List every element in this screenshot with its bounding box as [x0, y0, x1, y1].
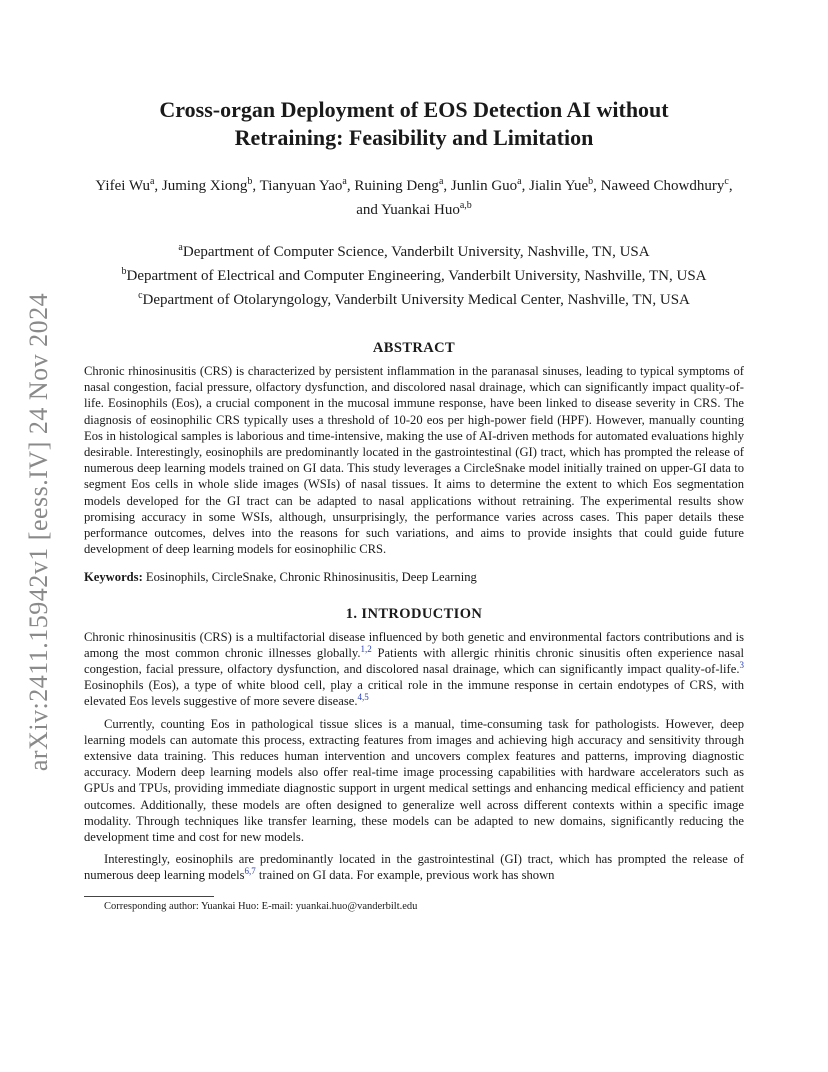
citation-link[interactable]: 1,2	[360, 643, 372, 654]
introduction-heading: 1. INTRODUCTION	[345, 605, 483, 622]
abstract-heading: ABSTRACT	[372, 340, 456, 356]
citation-link[interactable]: 6,7	[244, 866, 256, 877]
keywords-label: Keywords:	[84, 570, 143, 585]
author: Yuankai Huo$^{a,b}$	[381, 200, 472, 218]
affiliation: $^b$Department of Electrical and Computer Engineering, Vanderbilt University, Nashville, TN, USA	[121, 266, 707, 284]
intro-paragraph-2: Currently, counting Eos in pathological tissue slices is a manual, time-consuming task for pathologists. However, deep learning models can automate this process, extracting features from images and achieving high accuracy and sensitivity through extensive data training. This reduces human intervention and uncovers complex features and patterns, improving diagnostic accuracy. Modern deep learning models also offer real-time image processing capabilities with hardware accelerators such as GPUs and TPUs, providing immediate diagnostic support in urgent medical settings and enhancing medical efficiency and patient outcomes. Additionally, these models are often designed to generalize well across different contexts within a specific image modality. Through techniques like transfer learning, these models can be adapted to new domains, significantly reducing the development time and cost for new models.	[84, 716, 744, 845]
author: Naweed Chowdhury$^c$	[600, 176, 729, 194]
author: Yifei Wu$^a$	[95, 176, 155, 194]
corresponding-author-footnote: Corresponding author: Yuankai Huo: E-mail: yuankai.huo@vanderbilt.edu	[104, 900, 418, 912]
affiliation: $^c$Department of Otolaryngology, Vanderbilt University Medical Center, Nashville, TN, USA	[138, 290, 690, 308]
abstract-body: Chronic rhinosinusitis (CRS) is characterized by persistent inflammation in the paranasal sinuses, leading to typical symptoms of nasal congestion, facial pressure, olfactory dysfunction, and discolored nasal drainage, which can significantly impact quality-of-life. Eosinophils (Eos), a crucial component in the mucosal immune response, have been linked to disease severity in CRS. The diagnosis of eosinophilic CRS typically uses a threshold of 10-20 eos per high-power field (HPF). However, manually counting Eos in histological samples is laborious and time-intensive, making the use of AI-driven methods for automated evaluations highly desirable. Interestingly, eosinophils are predominantly located in the gastrointestinal (GI) tract, which has prompted the release of numerous deep learning models trained on GI data. This study leverages a CircleSnake model initially trained on upper-GI data to segment Eos cells in whole slide images (WSIs) of nasal tissues. It aims to determine the extent to which Eos segmentation models developed for the GI tract can be adapted to nasal applications without retraining. The experimental results show promising accuracy in some WSIs, although, unsurprisingly, the performance varies across cases. This paper details these performance outcomes, delves into the reasons for such variations, and aims to provide insights that could guide future development of deep learning models for eosinophilic CRS.	[84, 364, 744, 557]
author: Junlin Guo$^a$	[450, 176, 522, 194]
arxiv-identifier: arXiv:2411.15942v1 [eess.IV] 24 Nov 2024	[24, 292, 53, 772]
author: Ruining Deng$^a$	[354, 176, 444, 194]
footnote-divider	[84, 896, 214, 897]
paper-page	[84, 96, 744, 914]
intro-paragraph-3: Interestingly, eosinophils are predominantly located in the gastrointestinal (GI) tract, which has prompted the release of numerous deep learning models$^{6,7}$ trained on GI data. For example, previous work has shown	[84, 852, 744, 883]
author: Jialin Yue$^b$	[529, 176, 594, 194]
author-list: Yifei Wu$^a$, Juming Xiong$^b$, Tianyuan Yao$^a$, Ruining Deng$^a$, Junlin Guo$^a$, Jialin Yue$^b$, Naweed Chowdhury$^c$, and Yuankai Huo$^{a,b}$	[95, 176, 733, 218]
citation-link[interactable]: 3	[739, 659, 744, 670]
author: Juming Xiong$^b$	[161, 176, 253, 194]
citation-link[interactable]: 4,5	[357, 692, 369, 703]
keywords-text: Eosinophils, CircleSnake, Chronic Rhinosinusitis, Deep Learning	[145, 570, 477, 585]
author: Tianyuan Yao$^a$	[259, 176, 347, 194]
paper-title: Cross-organ Deployment of EOS Detection AI without Retraining: Feasibility and Limitation	[159, 97, 669, 150]
keywords	[84, 569, 744, 585]
intro-paragraph-1: Chronic rhinosinusitis (CRS) is a multifactorial disease influenced by both genetic and environmental factors contributions and is among the most common chronic illnesses globally.$^{1,2}$ Patients with allergic rhinitis chronic sinusitis often experience nasal congestion, facial pressure, olfactory dysfunction, and discolored nasal drainage, which can significantly impact quality-of-life.$^3$ Eosinophils (Eos), a type of white blood cell, play a critical role in the immune response in certain endotypes of CRS, with elevated Eos levels suggestive of more severe disease.$^{4,5}$	[84, 629, 744, 709]
arxiv-side-stamp	[22, 282, 56, 782]
affiliation: $^a$Department of Computer Science, Vanderbilt University, Nashville, TN, USA	[178, 242, 650, 260]
affiliation-list	[84, 238, 744, 310]
